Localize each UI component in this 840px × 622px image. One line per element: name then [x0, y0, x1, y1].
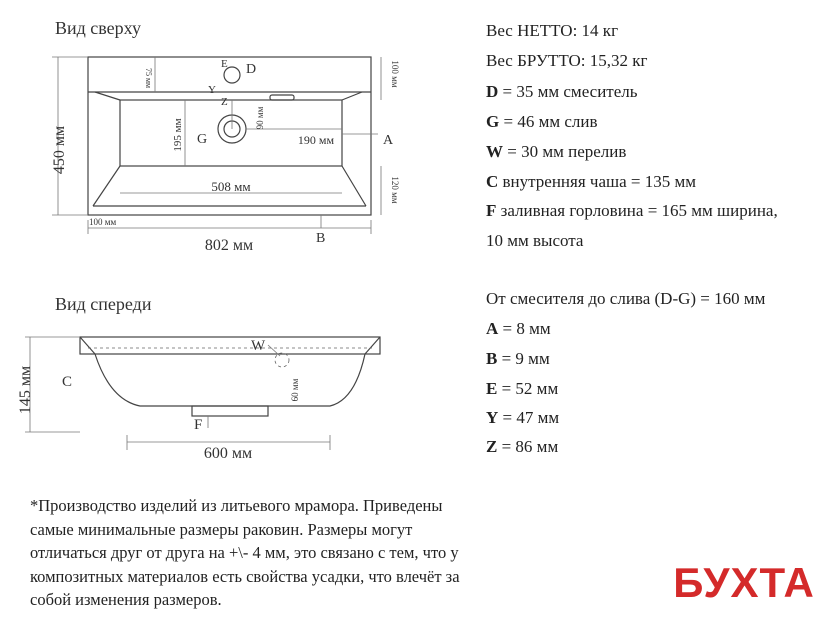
label-d: D: [246, 62, 257, 77]
label-a: A: [383, 133, 394, 148]
top-view-drawing: [0, 0, 420, 280]
dim-190: 190 мм: [297, 133, 335, 147]
top-width-dim: 802 мм: [204, 237, 254, 254]
spec-y-text: = 47 мм: [498, 408, 560, 427]
front-rim: [80, 337, 380, 354]
label-z: Z: [221, 96, 228, 108]
spec-w: [486, 142, 626, 162]
spec-f: [486, 201, 778, 221]
spec-z: [486, 437, 558, 457]
spec-a-key: A: [486, 319, 499, 338]
footnote: [30, 494, 500, 612]
dim-195: 195 мм: [172, 118, 184, 152]
spec-weight-gross: Вес БРУТТО: 15,32 кг: [486, 51, 648, 70]
overflow-slot: [270, 95, 294, 100]
spec-b-text: = 9 мм: [497, 349, 550, 368]
spec-d: [486, 82, 638, 102]
spec-e: [486, 379, 558, 399]
top-height-dim: 450 мм: [51, 125, 68, 175]
front-width-dim: 600 мм: [203, 445, 253, 462]
footnote-line: собой изменения размеров.: [30, 590, 222, 609]
spec-w-key: W: [486, 142, 503, 161]
dim-60: 60 мм: [290, 378, 300, 402]
label-b: B: [316, 231, 326, 246]
front-bowl: [95, 354, 365, 406]
spec-f-text: заливная горловина = 165 мм ширина,: [496, 201, 778, 220]
spec-z-text: = 86 мм: [497, 437, 559, 456]
spec-c: [486, 172, 696, 192]
dim-90: 90 мм: [255, 106, 265, 130]
dim-120: 120 мм: [390, 176, 400, 204]
label-c: C: [62, 374, 73, 390]
dim-75: 75 мм: [144, 67, 153, 89]
spec-g: [486, 112, 598, 132]
spec-y: [486, 408, 559, 428]
spec-b: [486, 349, 550, 369]
spec-a-text: = 8 мм: [498, 319, 551, 338]
spec-b-key: B: [486, 349, 498, 368]
label-w: W: [251, 338, 266, 354]
spec-g-text: = 46 мм слив: [499, 112, 598, 131]
label-g: G: [197, 132, 208, 147]
spec-d-key: D: [486, 82, 499, 101]
dim-100-bottom: 100 мм: [89, 217, 117, 227]
footnote-line: отличаться друг от друга на +\- 4 мм, это связано с тем, что у: [30, 543, 459, 562]
label-y: Y: [208, 84, 216, 96]
spec-e-key: E: [486, 379, 498, 398]
label-e: E: [221, 58, 228, 70]
spec-f-line2: 10 мм высота: [486, 231, 584, 250]
spec-d-text: = 35 мм смеситель: [498, 82, 638, 101]
buhta-logo: [657, 557, 832, 607]
spec-a: [486, 319, 551, 339]
footnote-line: самые минимальные размеры раковин. Размеры могут: [30, 519, 413, 539]
spec-c-text: внутренняя чаша = 135 мм: [498, 172, 697, 191]
spec-g-key: G: [486, 112, 500, 131]
dim-100-right: 100 мм: [390, 60, 400, 88]
label-f: F: [194, 417, 203, 433]
spec-dg: От смесителя до слива (D-G) = 160 мм: [486, 289, 766, 308]
spec-z-key: Z: [486, 437, 498, 456]
footnote-line: композитных материалов есть свойства усадки, что влечёт за: [30, 566, 460, 586]
top-view-title: Вид сверху: [55, 18, 141, 38]
spec-c-key: C: [486, 172, 499, 191]
spec-w-text: = 30 мм перелив: [503, 142, 627, 161]
front-height-dim: 145 мм: [17, 365, 34, 415]
spec-e-text: = 52 мм: [497, 379, 559, 398]
front-outlet: [192, 406, 268, 416]
front-view-drawing: [0, 300, 420, 470]
logo-text: БУХТА: [673, 559, 815, 606]
spec-f-key: F: [486, 201, 497, 220]
spec-weight-net: Вес НЕТТО: 14 кг: [486, 21, 619, 40]
front-view-title: Вид спереди: [55, 294, 152, 314]
footnote-line: *Производство изделий из литьевого мрамора. Приведены: [30, 496, 443, 515]
inner-width-dim: 508 мм: [211, 179, 251, 194]
overflow-hole: [275, 353, 289, 367]
spec-y-key: Y: [486, 408, 499, 427]
